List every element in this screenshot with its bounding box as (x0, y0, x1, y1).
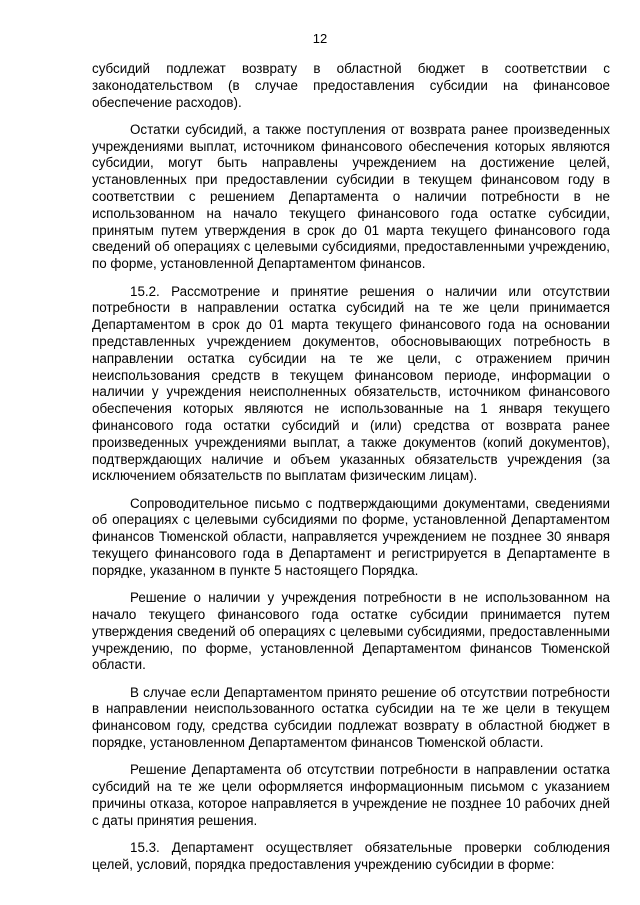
paragraph-continuation: субсидий подлежат возврату в областной бюджет в соответствии с законодательством (в случае предоставления субсидии на финансовое обеспечение расходов). (92, 61, 610, 110)
page-number: 12 (312, 31, 328, 46)
paragraph-decision-need: Решение о наличии у учреждения потребности в не использованном на начало текущего финансового года остатке субсидии принимается путем утверждения сведений об операциях с целевыми субсидиями, предоставленными учреждению, по форме, установленной Департаментом финансов Тюменской области. (92, 590, 610, 673)
paragraph-subsidy-remainders: Остатки субсидий, а также поступления от возврата ранее произведенных учреждениями выплат, источником финансового обеспечения которых являются субсидии, могут быть направлены учреждением на достижение целей, установленных при предоставлении субсидии в текущем финансовом году в соответствии с решением Департамента о наличии потребности в не использованном на начало текущего финансового года остатке субсидии, принятым путем утверждения в срок до 01 марта текущего финансового года сведений об операциях с целевыми субсидиями, предоставленными учреждению, по форме, установленной Департаментом финансов. (92, 121, 610, 272)
paragraph-cover-letter: Сопроводительное письмо с подтверждающими документами, сведениями об операциях с целевыми субсидиями по форме, установленной Департаментом финансов Тюменской области, направляется учреждением не позднее 30 января текущего финансового года в Департамент и регистрируется в Департаменте в порядке, указанном в пункте 5 настоящего Порядка. (92, 495, 610, 578)
paragraph-info-letter: Решение Департамента об отсутствии потребности в направлении остатка субсидий на те же цели оформляется информационным письмом с указанием причины отказа, которое направляется в учреждение не позднее 10 рабочих дней с даты принятия решения. (92, 762, 610, 828)
paragraph-15-3: 15.3. Департамент осуществляет обязательные проверки соблюдения целей, условий, порядка предоставления учреждению субсидии в форме: (92, 839, 610, 872)
paragraph-15-2: 15.2. Рассмотрение и принятие решения о наличии или отсутствии потребности в направлении остатка субсидий на те же цели принимается Департаментом в срок до 01 марта текущего финансового года на основании представленных учреждением документов, обосновывающих потребность в направлении остатка субсидии на те же цели, с отражением причин неиспользования средств в текущем финансовом периоде, информации о наличии у учреждения неисполненных обязательств, источником финансового обеспечения которых являются не использованные на 1 января текущего финансового года остатки субсидий и (или) средства от возврата ранее произведенных учреждениями выплат, а также документов (копий документов), подтверждающих наличие и объем указанных обязательств учреждения (за исключением обязательств по выплатам физическим лицам). (92, 283, 610, 484)
paragraph-decision-absence: В случае если Департаментом принято решение об отсутствии потребности в направлении неиспользованного остатка субсидии на те же цели в текущем финансовом году, средства субсидии подлежат возврату в областной бюджет в порядке, установленном Департаментом финансов Тюменской области. (92, 684, 610, 750)
document-body (92, 61, 610, 874)
